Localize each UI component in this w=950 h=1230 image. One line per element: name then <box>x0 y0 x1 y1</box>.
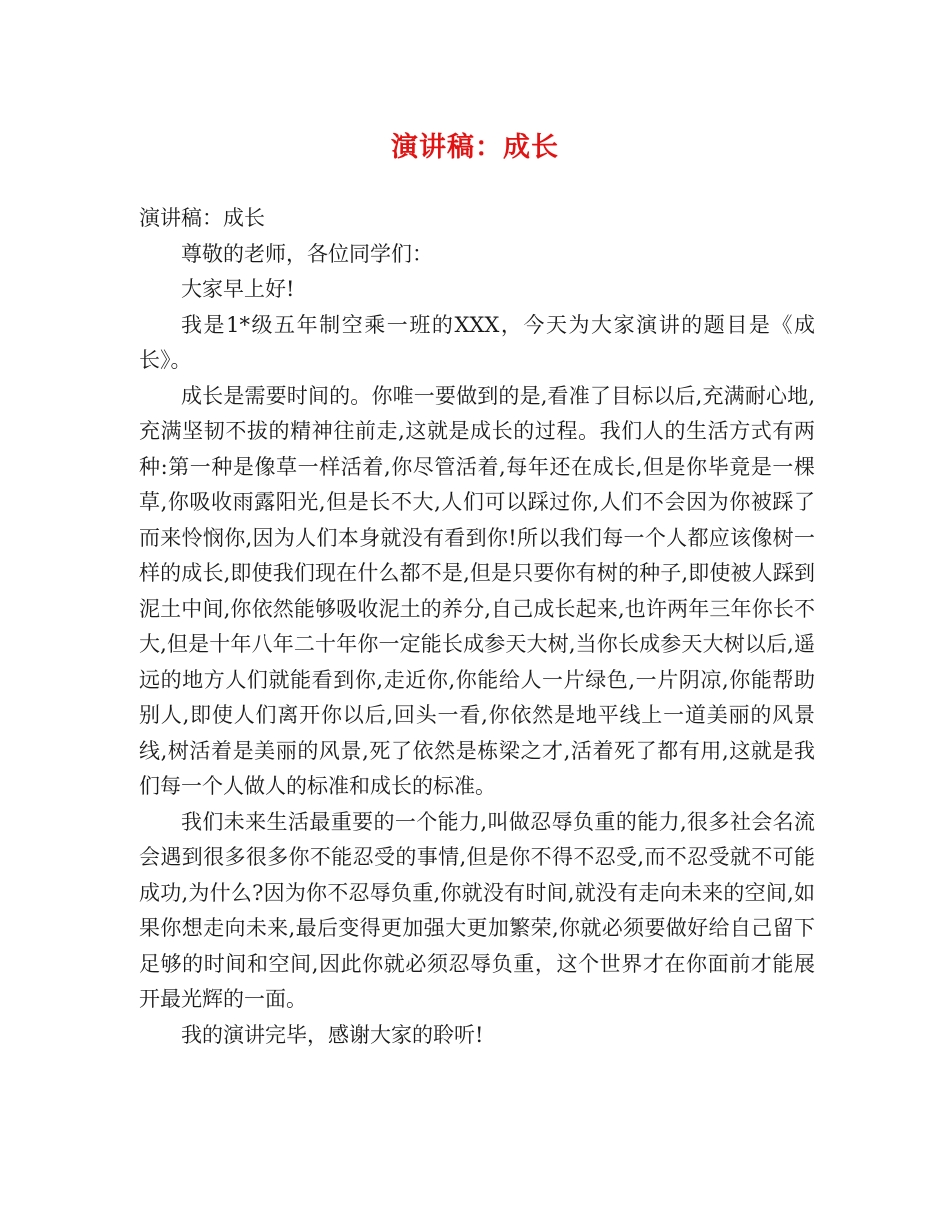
document-body <box>139 201 815 1053</box>
paragraph-endurance: 我们未来生活最重要的一个能力,叫做忍辱负重的能力,很多社会名流会遇到很多很多你不能忍受的事情,但是你不得不忍受,而不忍受就不可能成功,为什么?因为你不忍辱负重,你就没有时间,就没有走向未来的空间,如果你想走向未来,最后变得更加强大更加繁荣,你就必须要做好给自己留下足够的时间和空间,因此你就必须忍辱负重，这个世界才在你面前才能展开最光辉的一面。 <box>139 809 815 1011</box>
paragraph-growth-takes-time: 成长是需要时间的。你唯一要做到的是,看准了目标以后,充满耐心地,充满坚韧不拔的精神往前走,这就是成长的过程。我们人的生活方式有两种:第一种是像草一样活着,你尽管活着,每年还在成长,但是你毕竟是一棵草,你吸收雨露阳光,但是长不大,人们可以踩过你,人们不会因为你被踩了而来怜悯你,因为人们本身就没有看到你!所以我们每一个人都应该像树一样的成长,即使我们现在什么都不是,但是只要你有树的种子,即使被人踩到泥土中间,你依然能够吸收泥土的养分,自己成长起来,也许两年三年你长不大,但是十年八年二十年你一定能长成参天大树,当你长成参天大树以后,遥远的地方人们就能看到你,走近你,你能给人一片绿色,一片阴凉,你能帮助别人,即使人们离开你以后,回头一看,你依然是地平线上一道美丽的风景线,树活着是美丽的风景,死了依然是栋梁之才,活着死了都有用,这就是我们每一个人做人的标准和成长的标准。 <box>139 383 815 798</box>
paragraph-greeting: 大家早上好! <box>181 277 295 301</box>
paragraph-introduction: 我是1*级五年制空乘一班的XXX，今天为大家演讲的题目是《成长》。 <box>139 312 815 372</box>
paragraph-subtitle: 演讲稿：成长 <box>139 206 265 230</box>
paragraph-closing: 我的演讲完毕，感谢大家的聆听! <box>181 1022 484 1047</box>
document-title: 演讲稿：成长 <box>391 132 559 163</box>
paragraph-salutation: 尊敬的老师，各位同学们： <box>181 241 433 266</box>
